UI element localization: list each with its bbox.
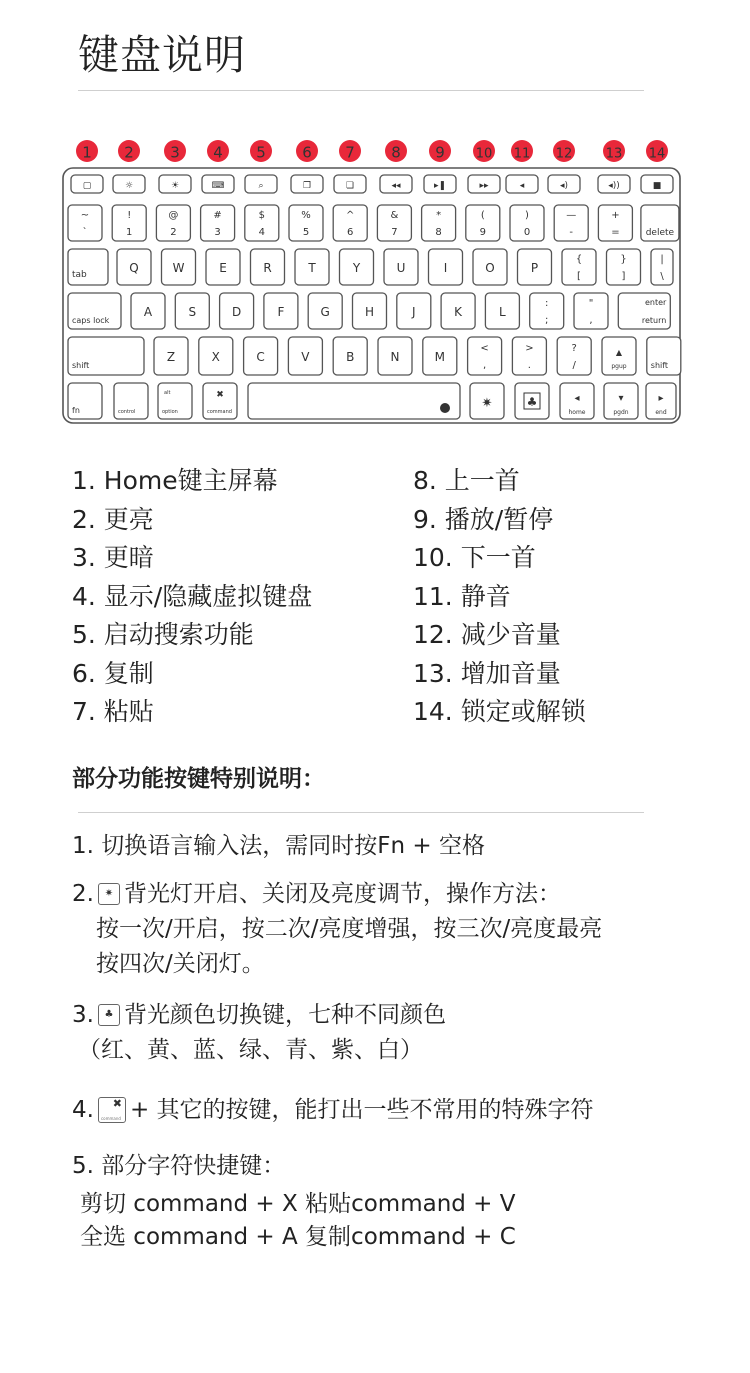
key-bottom-legend: . (527, 360, 531, 371)
key-bottom-legend: ; (545, 315, 549, 326)
function-item: 1. Home键主屏幕 (72, 466, 278, 495)
note-1 (72, 829, 485, 864)
key-top-legend: : (545, 298, 549, 309)
key-legend: T (308, 261, 316, 275)
key-legend: Z (166, 350, 176, 364)
key-top-legend: " (588, 298, 594, 309)
function-badge-number: 10 (475, 146, 493, 162)
note-3-text: 背光颜色切换键，七种不同颜色 (123, 1002, 446, 1028)
backlight-icon: ✷ (481, 396, 493, 411)
key-legend: H (364, 305, 375, 319)
key-top-legend: } (620, 254, 627, 265)
function-badge-number: 7 (345, 143, 355, 162)
key-bottom-legend: / (572, 360, 576, 371)
function-badge-number: 6 (302, 143, 312, 162)
key-legend: O (485, 261, 495, 275)
note-1-text: 1. 切换语言输入法，需同时按Fn + 空格 (72, 833, 485, 859)
function-badge-number: 1 (82, 143, 92, 162)
key-bottom-legend: ] (621, 271, 626, 282)
globe-icon (440, 403, 450, 413)
key-top-legend: % (301, 210, 311, 221)
volume-down-icon: ◂) (559, 181, 569, 191)
key-top-legend: > (525, 343, 534, 354)
key-top-legend: ( (480, 210, 485, 221)
keyboard-svg (0, 0, 750, 440)
brightness-down-icon: ☼ (124, 181, 134, 191)
key-bottom-legend: 6 (347, 227, 354, 238)
note-5-line2: 剪切 command + X 粘贴command + V (80, 1191, 516, 1217)
key-legend: caps lock (72, 316, 110, 325)
key-legend: Y (352, 261, 361, 275)
function-item: 10. 下一首 (413, 543, 536, 572)
key-bottom-legend: 0 (523, 227, 531, 238)
key-top-legend: # (213, 210, 222, 221)
backlight-key-icon: ✷ (98, 883, 120, 905)
brightness-up-icon: ☀ (170, 181, 180, 191)
note-2-text: 背光灯开启、关闭及亮度调节，操作方法： (123, 881, 561, 907)
key-legend: option (162, 409, 178, 415)
play-pause-icon: ▸❚ (433, 181, 447, 191)
search-icon: ⌕ (258, 181, 264, 191)
note-3-number: 3. (72, 1002, 94, 1028)
key-legend: R (263, 261, 272, 275)
note-4-number: 4. (72, 1097, 94, 1123)
key-legend: J (412, 305, 416, 319)
key-bottom-legend: , (483, 360, 487, 371)
function-item: 6. 复制 (72, 658, 154, 688)
key-legend: Q (129, 261, 139, 275)
key-top-legend: alt (164, 390, 171, 396)
key-bottom-legend: 5 (302, 227, 310, 238)
key-top-legend: * (436, 210, 442, 221)
key-top-legend: + (611, 210, 620, 221)
command-icon: ✖ (216, 390, 224, 400)
key-top-legend: ^ (346, 210, 355, 221)
key-bottom-legend: pgup (611, 363, 627, 370)
home-icon: ▢ (82, 181, 92, 191)
function-badge-number: 2 (124, 143, 134, 162)
function-badge-number: 4 (213, 143, 223, 162)
function-item: 2. 更亮 (72, 504, 154, 534)
volume-up-icon: ◂)) (608, 181, 620, 191)
function-badge-number: 8 (391, 143, 401, 162)
key-top-legend: ~ (80, 210, 90, 221)
key-top-legend: | (660, 254, 664, 265)
key-top-legend: — (566, 210, 577, 221)
color-switch-icon: ♣ (526, 395, 538, 409)
key-bottom-legend: 4 (258, 227, 265, 238)
function-list-right (413, 462, 586, 732)
function-item: 14. 锁定或解锁 (413, 697, 586, 726)
note-2-line3: 按四次/关闭灯。 (96, 951, 265, 977)
key-bottom-legend: 3 (214, 227, 221, 238)
command-key-icon: ✖ command (98, 1097, 126, 1123)
function-item: 4. 显示/隐藏虚拟键盘 (72, 581, 313, 611)
key-legend: S (188, 305, 197, 319)
bottom-row-key (248, 383, 460, 419)
key-top-legend: { (575, 254, 583, 265)
key-legend: P (530, 261, 539, 275)
function-item: 5. 启动搜索功能 (72, 620, 254, 649)
key-legend: tab (72, 270, 87, 280)
page-title: 键盘说明 (78, 31, 246, 79)
function-item: 9. 播放/暂停 (413, 504, 554, 534)
key-bottom-legend: delete (645, 228, 675, 238)
key-top-legend: ? (571, 343, 577, 354)
next-track-icon: ▸▸ (479, 181, 489, 191)
key-legend: L (499, 305, 506, 319)
function-item: 7. 粘贴 (72, 697, 154, 726)
function-badge-number: 3 (170, 143, 180, 162)
function-item: 3. 更暗 (72, 543, 154, 572)
copy-icon: ❐ (302, 181, 312, 191)
lock-icon: ■ (652, 181, 662, 191)
key-legend: F (277, 305, 285, 319)
key-legend: X (211, 350, 220, 364)
function-item: 8. 上一首 (413, 466, 520, 495)
note-2-line2: 按一次/开启，按二次/亮度增强，按三次/亮度最亮 (96, 916, 603, 942)
key-legend: shift (650, 361, 669, 370)
key-top-legend: enter (644, 298, 667, 307)
key-bottom-legend: return (641, 316, 667, 325)
key-legend: A (143, 305, 153, 319)
key-legend: B (346, 350, 355, 364)
note-2-number: 2. (72, 881, 94, 907)
function-badge-number: 14 (648, 146, 666, 162)
key-bottom-legend: home (568, 409, 586, 416)
color-switch-key-icon: ♣ (98, 1004, 120, 1026)
note-3 (72, 998, 446, 1068)
key-legend: M (434, 350, 445, 364)
key-top-legend: ) (525, 210, 529, 221)
key-legend: U (396, 261, 406, 275)
key-legend: V (301, 350, 310, 364)
key-legend: shift (72, 361, 90, 370)
note-5 (72, 1149, 516, 1254)
notes-heading: 部分功能按键特别说明： (72, 766, 325, 792)
key-bottom-legend: 1 (126, 227, 133, 238)
function-badge-number: 5 (256, 143, 266, 162)
previous-track-icon: ◂◂ (391, 181, 401, 191)
note-5-title: 5. 部分字符快捷键： (72, 1153, 286, 1179)
key-bottom-legend: \ (660, 271, 664, 282)
note-4-text: + 其它的按键，能打出一些不常用的特殊字符 (129, 1097, 594, 1123)
key-bottom-legend: end (655, 409, 667, 416)
key-bottom-legend: 2 (170, 227, 177, 238)
key-bottom-legend: 9 (479, 227, 486, 238)
arrow-icon: ▾ (618, 393, 624, 404)
key-bottom-legend: 7 (391, 227, 398, 238)
key-bottom-legend: [ (577, 271, 581, 282)
key-top-legend: < (480, 343, 489, 354)
key-bottom-legend: ` (82, 227, 88, 238)
note-3-line2: （红、黄、蓝、绿、青、紫、白） (78, 1037, 423, 1063)
key-bottom-legend: pgdn (613, 409, 629, 416)
function-badge-number: 12 (555, 146, 573, 162)
note-4 (72, 1093, 594, 1128)
key-legend: command (207, 409, 232, 415)
key-top-legend: ! (127, 210, 132, 221)
notes-divider (78, 812, 644, 813)
key-legend: K (454, 305, 463, 319)
function-badge-number: 9 (435, 143, 445, 162)
function-item: 12. 减少音量 (413, 620, 561, 649)
up-arrow-icon: ▲ (615, 348, 623, 357)
keyboard-diagram (0, 0, 750, 444)
arrow-icon: ▸ (658, 393, 664, 404)
paste-icon: ❏ (345, 181, 355, 191)
key-legend: I (443, 261, 448, 275)
key-bottom-legend: , (589, 315, 593, 326)
note-2 (72, 877, 602, 982)
arrow-icon: ◂ (574, 393, 580, 404)
key-legend: W (172, 261, 185, 275)
key-legend: C (256, 350, 265, 364)
key-bottom-legend: - (569, 227, 574, 238)
function-list-left (72, 462, 312, 732)
note-5-line3: 全选 command + A 复制command + C (80, 1224, 516, 1250)
function-badge-number: 11 (513, 146, 531, 162)
key-bottom-legend: 8 (435, 227, 442, 238)
key-legend: D (231, 305, 242, 319)
mute-icon: ◂ (519, 181, 525, 191)
key-top-legend: @ (168, 210, 179, 221)
key-legend: fn (72, 406, 80, 415)
function-item: 13. 增加音量 (413, 658, 561, 688)
key-legend: G (320, 305, 330, 319)
function-item: 11. 静音 (413, 581, 511, 611)
key-legend: E (219, 261, 227, 275)
key-top-legend: & (390, 210, 399, 221)
function-badge-number: 13 (605, 146, 623, 162)
key-top-legend: $ (258, 210, 265, 221)
keyboard-icon: ⌨ (211, 181, 225, 191)
key-legend: N (390, 350, 400, 364)
key-bottom-legend: = (611, 227, 620, 238)
key-legend: control (118, 409, 136, 415)
